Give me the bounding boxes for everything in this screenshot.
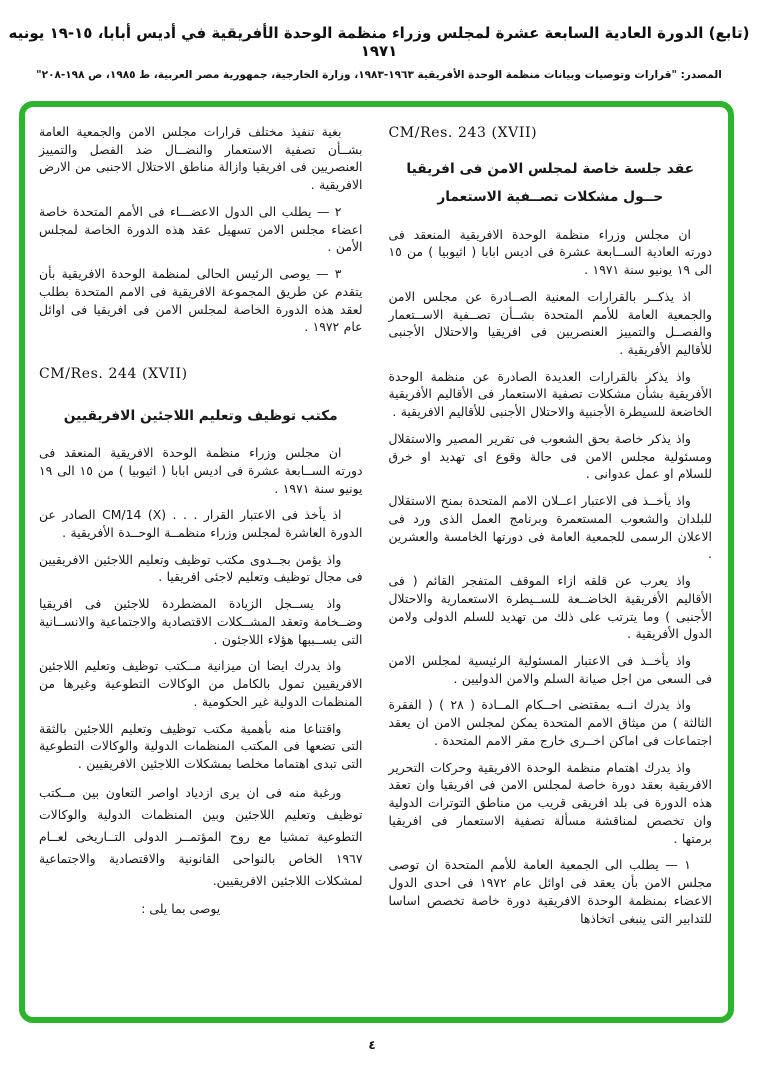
column-right [389,123,713,1009]
recommends-line: يوصى بما يلى : [141,901,221,917]
resolution-243-id: CM/Res. 243 (XVII) [388,125,538,141]
operative-paragraph-3: ٣ — يوصى الرئيس الحالى لمنظمة الوحدة الافريقية بأن يتقدم عن طريق المجموعة الافريقية فى الامم المتحدة بطلب لعقد هذه الدورة الخاصة لمجلس الامن فى افريقيا فى اوائل عام ١٩٧٢ . [39,266,363,335]
source-citation: المصدر: "قرارات وتوصيات وبيانات منظمة الوحدة الأفريقية ١٩٦٣-١٩٨٣، وزارة الخارجية، جمهورية مصر العربية، ط ١٩٨٥، ص ١٩٨-٢٠٨" [36,69,722,81]
paragraph: واذ يعرب عن قلقه ازاء الموقف المتفجر القائم ( فى الأقاليم الأفريقية الخاضــعة للســيطرة الاستعمارية والاحتلال الأجنبى ) وما يترتب على ذلك من تهديد للسلم الدولى ولامن الدول الأفريقية . [388,573,712,642]
operative-paragraph-2: ٢ — يطلب الى الدول الاعضـــاء فى الأمم المتحدة خاصة اعضاء مجلس الامن تسهيل عقد هذه الدورة الخاصة لمجلس الأمن . [39,203,363,255]
page-number: ٤ [368,1038,376,1052]
paragraph: اذ يذكــر بالقرارات المعنية الصــادرة عن مجلس الامن والجمعية العامة للأمم المتحدة بشــأن تصــفية الاســتعمار والفصــل والتمييز العنصريين فى افريقيا والاحتلال الأجنبى للأقاليم الأفريقية . [388,288,712,357]
paragraph: بغية تنفيذ مختلف قرارات مجلس الامن والجمعية العامة بشــأن تصفية الاستعمار والنضــال ضد الفصل والتمييز العنصريين فى افريقيا وازالة مناطق الاحتلال الاجنبى من الارض الافريقية . [39,124,363,193]
resolution-244-id: CM/Res. 244 (XVII) [39,366,188,383]
resolution-243-title-line2: حــول مشكلات تصــفية الاستعمار [437,189,664,206]
operative-paragraph-1: ١ — يطلب الى الجمعية العامة للأمم المتحدة ان توصى مجلس الامن بأن يعقد فى اوائل عام ١٩٧٢ فى احدى الدول الاعضاء بمنظمة الوحدة الافريقية دورة خاصة تخصص اساسا للتدابير التى ينبغى اتخاذها [388,857,712,926]
document-header [0,0,758,81]
resolution-243-title [389,155,713,212]
resolution-244-title: مكتب توظيف وتعليم اللاجئين الافريقيين [63,408,338,425]
content-frame [19,101,734,1023]
resolution-243-title-line1: عقد جلسة خاصة لمجلس الامن فى افريقيا [406,161,695,177]
paragraph: واذ يدرك ايضا ان ميزانية مــكتب توظيف وتعليم اللاجئين الافريقيين تمول بالكامل من الوكالات التطوعية وغيرها من المنظمات الدولية غير الحكومية . [39,658,363,709]
paragraph: واقتناعا منه بأهمية مكتب توظيف وتعليم اللاجئين بالثقة التى تضعها فى المكتب المنظمات الدولية والوكالات التطوعية التى تبدى اهتماما مخلصا بمشكلات اللاجئين الافريقيين . [39,720,363,772]
session-title: (تابع) الدورة العادية السابعة عشرة لمجلس وزراء منظمة الوحدة الأفريقية في أديس أبابا، ١٥-١٩ يونيه ١٩٧١ [8,24,750,60]
column-left [39,123,363,1009]
paragraph: واذ يذكر بالقرارات العديدة الصادرة عن منظمة الوحدة الأفريقية بشأن مشكلات تصفية الاستعمار فى الأقاليم الأفريقية الخاضعة للسيطرة الأجنبية والاحتلال الأجنبى للأقاليم الافريقية . [388,368,712,420]
paragraph: واذ يذكر خاصة بحق الشعوب فى تقرير المصير والاستقلال ومسئولية مجلس الامن فى حالة وقوع اى تهديد او خرق للسلام او عمل عدوانى . [388,430,712,482]
paragraph: واذ يؤمن بجــدوى مكتب توظيف وتعليم اللاجئين الافريقيين فى مجال توظيف وتعليم لاجئى افريقيا . [39,551,363,585]
paragraph: ورغبة منه فى ان يرى ازدياد اواصر التعاون بين مــكتب توظيف وتعليم اللاجئين وبين المنظمات الدولية والوكالات التطوعية تمشيا مع روح المؤتمــر الدولى التــاريخى لعــام ١٩٦٧ الخاص بالنواحى القانونية والاقتصادية والاجتماعية لمشكلات اللاجئين الافريقيين. [39,784,363,889]
paragraph: واذ يأخــذ فى الاعتبار اعــلان الامم المتحدة بمنح الاستقلال للبلدان والشعوب المستعمرة وبرنامج العمل الذى ورد فى الاعلان الرسمى للجمعية العامة فى دورتها الخامسة والعشرين . [388,493,712,562]
paragraph: واذ يأخــذ فى الاعتبار المسئولية الرئيسية لمجلس الامن فى السعى من اجل صيانة السلم والامن الدوليين . [388,652,712,686]
paragraph: ان مجلس وزراء منظمة الوحدة الافريقية المنعقد فى دورته الســابعة عشرة فى اديس ابابا ( اثيوبيا ) من ١٥ الى ١٩ يونيو سنة ١٩٧١ . [39,445,363,496]
paragraph: ان مجلس وزراء منظمة الوحدة الافريقية المنعقد فى دورته العادية الســابعة عشرة فى اديس ابابا ( اثيوبيا ) من ١٥ الى ١٩ يونيو سنة ١٩٧١ . [388,226,712,278]
paragraph: واذ يدرك انــه بمقتضى احــكام المــادة ( ٢٨ ) ( الفقرة الثالثة ) من ميثاق الامم المتحدة يمكن لمجلس الامن ان يعقد اجتماعات فى اماكن اخــرى خارج مقر الامم المتحدة . [388,697,712,748]
paragraph: واذ يدرك اهتمام منظمة الوحدة الافريقية وحركات التحرير الافريقية بعقد دورة خاصة لمجلس الامن فى افريقيا وان تعقد هذه الدورة فى بلد افريقى قريب من مناطق التوترات الدولية وان تخصص لمناقشة مسألة تصفية الاستعمار فى افريقيا برمتها . [388,759,712,846]
two-column-layout [39,123,712,1009]
paragraph: واذ يســجل الزيادة المضطردة للاجئين فى افريقيا وضــخامة وتعقد المشــكلات الاقتصادية والاجتماعية والانســانية التى يســببها هؤلاء اللاجئون . [39,596,363,647]
paragraph: اذ يأخذ فى الاعتبار القرار . . . CM/14 (X) الصادر عن الدورة العاشرة لمجلس وزراء منظمــة الوحــدة الأفريقية . [39,507,363,541]
